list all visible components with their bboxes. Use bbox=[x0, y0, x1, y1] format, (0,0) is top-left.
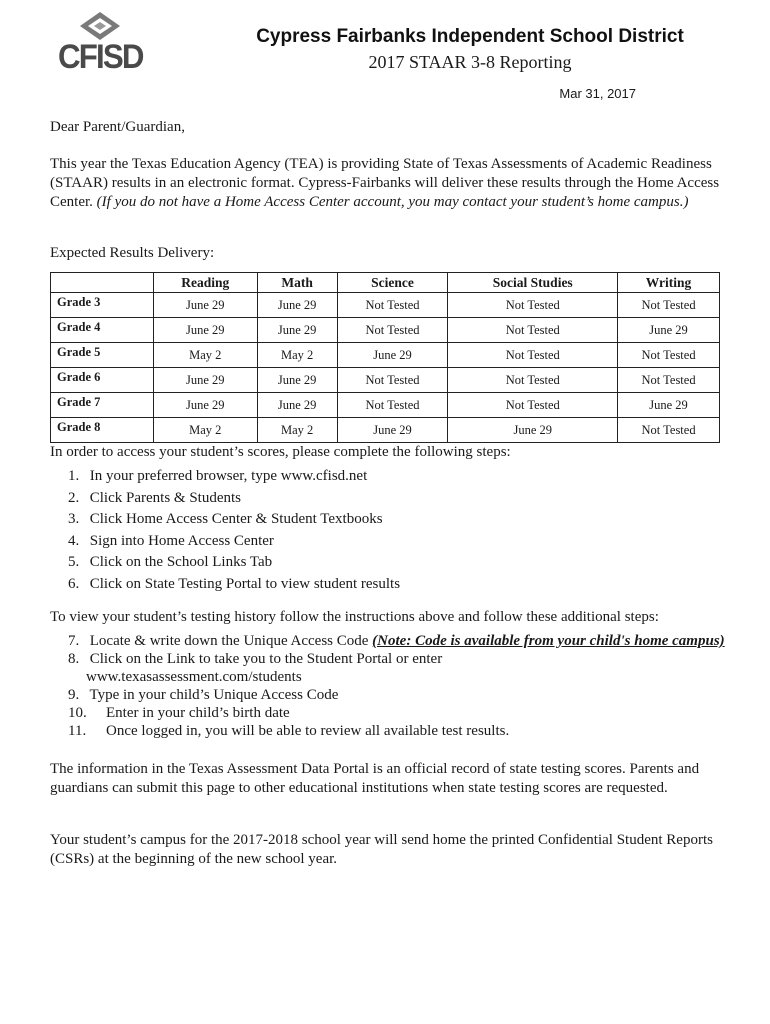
table-cell: May 2 bbox=[153, 418, 257, 443]
table-row bbox=[51, 318, 720, 343]
table-cell: Not Tested bbox=[337, 293, 448, 318]
table-header: Reading bbox=[153, 273, 257, 293]
table-header-row bbox=[51, 273, 720, 293]
step-text: Enter in your child’s birth date bbox=[106, 705, 290, 721]
grade-cell: Grade 3 bbox=[51, 293, 154, 318]
step-number: 4. bbox=[68, 532, 80, 549]
table-cell: June 29 bbox=[153, 393, 257, 418]
salutation: Dear Parent/Guardian, bbox=[50, 119, 185, 135]
step-number: 10. bbox=[68, 705, 87, 721]
table-cell: Not Tested bbox=[618, 343, 720, 368]
steps-intro: In order to access your student’s scores, please complete the following steps: bbox=[50, 444, 511, 460]
expected-heading: Expected Results Delivery: bbox=[50, 245, 215, 261]
table-cell: Not Tested bbox=[618, 368, 720, 393]
list-item bbox=[50, 632, 725, 650]
table-cell: June 29 bbox=[257, 393, 337, 418]
table-row bbox=[51, 418, 720, 443]
step-number: 1. bbox=[68, 468, 80, 484]
list-item bbox=[50, 686, 725, 704]
intro-text: This year the Texas Education Agency (TEA) is providing State of Texas Assessments of Academic Readiness (STAAR) results in an electronic format. Cypress-Fairbanks will deliver these results through the Home Access Center. bbox=[50, 156, 720, 210]
table-cell: May 2 bbox=[257, 343, 337, 368]
table-cell: Not Tested bbox=[448, 368, 618, 393]
intro-italic-note: (If you do not have a Home Access Center account, you may contact your student’s home campus.) bbox=[96, 194, 689, 210]
table-cell: June 29 bbox=[153, 368, 257, 393]
step-text: Locate & write down the Unique Access Code bbox=[89, 633, 373, 649]
list-item bbox=[50, 704, 725, 722]
table-header: Social Studies bbox=[448, 273, 618, 293]
list-item bbox=[50, 574, 400, 596]
table-cell: June 29 bbox=[337, 418, 448, 443]
step-number: 9. bbox=[68, 687, 80, 703]
campus-paragraph: Your student’s campus for the 2017-2018 school year will send home the printed Confidential Student Reports (CSRs) at the beginning of the new school year. bbox=[50, 832, 713, 867]
grade-cell: Grade 7 bbox=[51, 393, 154, 418]
list-item bbox=[50, 509, 400, 531]
step-number: 2. bbox=[68, 489, 80, 506]
grade-cell: Grade 6 bbox=[51, 368, 154, 393]
step-text: Click on State Testing Portal to view student results bbox=[89, 575, 401, 592]
step-text: Click on the Link to take you to the Student Portal or enter bbox=[89, 651, 443, 667]
history-steps-list bbox=[50, 632, 725, 740]
table-cell: May 2 bbox=[257, 418, 337, 443]
step-text: Click on the School Links Tab bbox=[89, 554, 273, 570]
table-header: Writing bbox=[618, 273, 720, 293]
table-cell: Not Tested bbox=[448, 293, 618, 318]
logo-text: CFISD bbox=[58, 38, 143, 76]
table-cell: June 29 bbox=[448, 418, 618, 443]
table-cell: June 29 bbox=[337, 343, 448, 368]
table-cell: June 29 bbox=[618, 393, 720, 418]
list-item bbox=[50, 466, 400, 488]
table-cell: Not Tested bbox=[448, 393, 618, 418]
list-item bbox=[50, 552, 400, 574]
step-number: 8. bbox=[68, 651, 80, 667]
list-item bbox=[50, 650, 725, 686]
step-text: Click Parents & Students bbox=[89, 489, 241, 506]
step-text: Type in your child’s Unique Access Code bbox=[89, 687, 339, 703]
step-number: 3. bbox=[68, 511, 80, 527]
table-cell: June 29 bbox=[257, 293, 337, 318]
access-code-note: (Note: Code is available from your child's home campus) bbox=[372, 633, 725, 649]
table-cell: Not Tested bbox=[337, 368, 448, 393]
list-item bbox=[50, 488, 400, 510]
intro-paragraph bbox=[50, 155, 730, 212]
table-row bbox=[51, 343, 720, 368]
grade-cell: Grade 5 bbox=[51, 343, 154, 368]
grade-cell: Grade 8 bbox=[51, 418, 154, 443]
table-row bbox=[51, 293, 720, 318]
step-number: 5. bbox=[68, 554, 80, 570]
table-cell: Not Tested bbox=[337, 318, 448, 343]
table-cell: Not Tested bbox=[618, 418, 720, 443]
table-header: Science bbox=[337, 273, 448, 293]
table-cell: Not Tested bbox=[448, 343, 618, 368]
portal-paragraph: The information in the Texas Assessment Data Portal is an official record of state testing scores. Parents and guardians can submit this page to other educational institutions when state testing scores are requested. bbox=[50, 761, 700, 796]
table-cell: June 29 bbox=[618, 318, 720, 343]
table-cell: June 29 bbox=[257, 368, 337, 393]
table-header: Math bbox=[257, 273, 337, 293]
step-text: In your preferred browser, type www.cfisd.net bbox=[89, 468, 368, 484]
table-cell: Not Tested bbox=[337, 393, 448, 418]
table-cell: Not Tested bbox=[448, 318, 618, 343]
access-steps-list bbox=[50, 466, 400, 595]
table-cell: June 29 bbox=[257, 318, 337, 343]
student-portal-url: www.texasassessment.com/students bbox=[86, 669, 302, 685]
step-text: Click Home Access Center & Student Textbooks bbox=[89, 511, 383, 527]
step-number: 7. bbox=[68, 633, 80, 649]
table-cell: Not Tested bbox=[618, 293, 720, 318]
table-row bbox=[51, 393, 720, 418]
step-number: 11. bbox=[68, 723, 87, 739]
step-number: 6. bbox=[68, 575, 80, 592]
list-item bbox=[50, 722, 725, 740]
table-cell: May 2 bbox=[153, 343, 257, 368]
table-cell: June 29 bbox=[153, 318, 257, 343]
step-text: Once logged in, you will be able to review all available test results. bbox=[106, 723, 510, 739]
report-subtitle: 2017 STAAR 3-8 Reporting bbox=[368, 52, 572, 72]
cfisd-logo bbox=[58, 12, 144, 78]
grade-cell: Grade 4 bbox=[51, 318, 154, 343]
step-text: Sign into Home Access Center bbox=[89, 532, 274, 549]
history-intro: To view your student’s testing history follow the instructions above and follow these additional steps: bbox=[50, 609, 659, 625]
letter-date: Mar 31, 2017 bbox=[559, 86, 636, 101]
list-item bbox=[50, 531, 400, 553]
table-header bbox=[51, 273, 154, 293]
table-cell: June 29 bbox=[153, 293, 257, 318]
district-name: Cypress Fairbanks Independent School District bbox=[256, 26, 684, 47]
results-table bbox=[50, 272, 720, 443]
table-row bbox=[51, 368, 720, 393]
